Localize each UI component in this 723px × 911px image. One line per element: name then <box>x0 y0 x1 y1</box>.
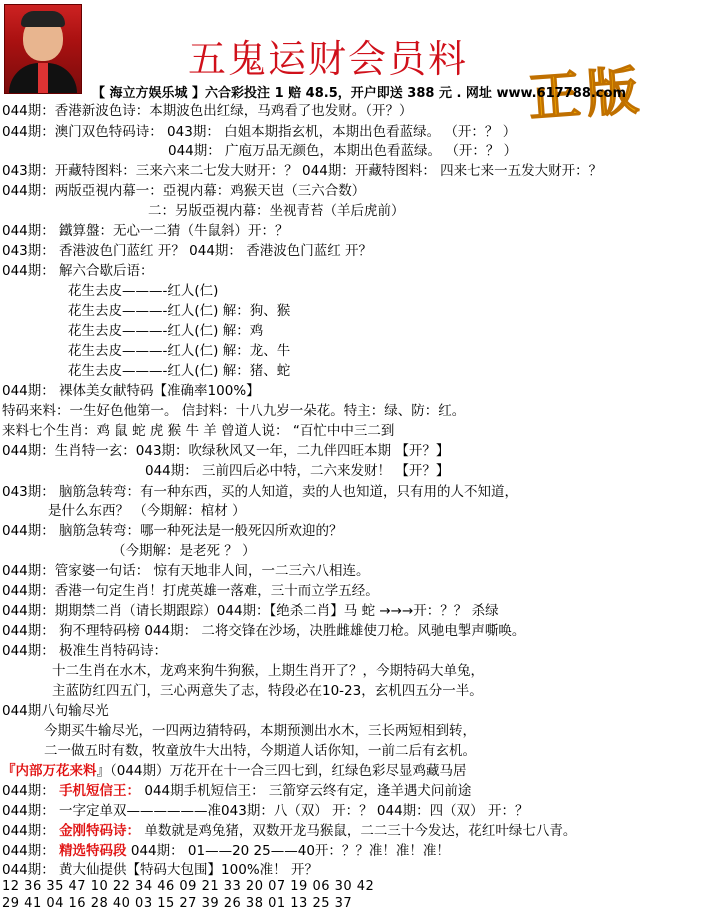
text-line: 044期： 解六合歇后语： <box>2 263 154 279</box>
text-line: 花生去皮———-红人(仁) <box>68 283 219 299</box>
text-line: 特码来料：一生好色他第一。 信封料：十八九岁一朵花。特主：绿、防：红。 <box>2 403 466 419</box>
text-line: 044期：香港一句定生肖！打虎英雄一落难，三十而立学五经。 <box>2 583 379 599</box>
text-line: 今期买牛输尽光，一四两边猜特码，本期预测出水木，三长两短相到转， <box>44 723 476 739</box>
text-line: 044期： 精选特码段 044期： 01——20 25——40开：？？准！准！准！ <box>2 843 450 859</box>
text-line: 044期：管家婆一句话： 惊有天地非人间，一二三六八相连。 <box>2 563 370 579</box>
host-photo <box>4 4 82 94</box>
text-line: 是什么东西？ （今期解：棺材 ） <box>48 503 246 519</box>
text-line: 花生去皮———-红人(仁) 解：猪、蛇 <box>68 363 291 379</box>
text-line: 044期： 狗不理特码榜 044期： 二将交锋在沙场，决胜雌雄使刀枪。风驰电掣声嘶唤。 <box>2 623 526 639</box>
text-line: 044期：期期禁二肖（请长期跟踪）044期：【绝杀二肖】马 蛇 →→→开：？？ 杀绿 <box>2 603 499 619</box>
text-line: 044期：澳门双色特码诗： 043期： 白姐本期指玄机，本期出色看蓝绿。 （开：？ ） <box>2 124 517 140</box>
text-line: （今期解：是老死 ？ ） <box>112 543 256 559</box>
text-line: 044期：两版亞視内幕一：亞視内幕：鸡猴天岜（三六合数） <box>2 183 366 199</box>
text-line: 044期： 金刚特码诗： 单数就是鸡兔猪，双数开龙马猴鼠，二二三十今发达，花红叶绿七八青。 <box>2 823 577 839</box>
text-line: 花生去皮———-红人(仁) 解：龙、牛 <box>68 343 291 359</box>
authentic-stamp: 正版 <box>526 61 647 129</box>
text-line: 044期： 广庖万品无颜色，本期出色看蓝绿。 （开：？ ） <box>168 143 518 159</box>
text-line: 044期： 三前四后必中特，二六来发财！ 【开？】 <box>145 463 450 479</box>
text-line: 044期：香港新波色诗：本期波色出红绿，马鸡看了也发财。（开？） <box>2 103 413 119</box>
text-line: 二：另版亞視内幕：坐视青苔（羊后虎前） <box>148 203 405 219</box>
text-line: 043期： 脑筋急转弯：有一种东西，买的人知道，卖的人也知道，只有用的人不知道， <box>2 484 519 500</box>
number-row-2: 29 41 04 16 28 40 03 15 27 39 26 38 01 13 25 37 <box>2 896 353 911</box>
casino-banner: 【 海立方娱乐城 】六合彩投注 1 赔 48.5，开户即送 388 元 . 网址 www.617788.com <box>92 86 626 101</box>
text-line: 花生去皮———-红人(仁) 解：鸡 <box>68 323 264 339</box>
text-line: 044期： 极准生肖特码诗： <box>2 643 168 659</box>
text-line: 043期：开藏特图料：三来六来二七发大财开：？ 044期：开藏特图料： 四来七来一五发大财开：？ <box>2 163 603 179</box>
number-row-1: 12 36 35 47 10 22 34 46 09 21 33 20 07 19 06 30 42 <box>2 879 375 894</box>
text-line: 花生去皮———-红人(仁) 解：狗、猴 <box>68 303 291 319</box>
text-line: 044期： 鐵算盤：无心一二猜（牛鼠斜）开：？ <box>2 223 289 239</box>
text-line: 十二生肖在水木，龙鸡来狗牛狗猴，上期生肖开了？，今期特码大单兔， <box>52 663 484 679</box>
text-line: 044期： 裸体美女献特码【准确率100%】 <box>2 383 260 399</box>
text-line: 主蓝防红四五门，三心两意失了志，特段必在10-23，玄机四五分一半。 <box>52 683 483 699</box>
text-line: 二一做五时有数，牧童放牛大出特，今期道人话你知，一前二后有玄机。 <box>44 743 476 759</box>
text-line: 044期八句输尽光 <box>2 703 109 719</box>
page-title: 五鬼运财会员料 <box>188 37 469 81</box>
text-line: 044期： 黄大仙提供【特码大包围】100%准！ 开？ <box>2 862 318 878</box>
text-line: 044期： 脑筋急转弯：哪一种死法是一般死囚所欢迎的？ <box>2 523 343 539</box>
text-line: 来料七个生肖：鸡 鼠 蛇 虎 猴 牛 羊 曾道人说： “百忙中中三二到 <box>2 423 395 439</box>
text-line-red-prefix: 『内部万花来料』（044期）万花开在十一合三四七到，红绿色彩尽显鸡藏马居 <box>2 763 467 779</box>
text-line: 043期： 香港波色门蓝红 开？ 044期： 香港波色门蓝红 开？ <box>2 243 372 259</box>
text-line: 044期：生肖特一玄：043期：吹绿秋风又一年，二九伴四旺本期 【开？】 <box>2 443 450 459</box>
text-line: 044期： 手机短信王： 044期手机短信王： 三箭穿云终有定，逢羊遇犬问前途 <box>2 783 472 799</box>
text-line: 044期： 一字定单双——————准043期：八（双） 开：？ 044期：四（双） 开：？ <box>2 803 529 819</box>
